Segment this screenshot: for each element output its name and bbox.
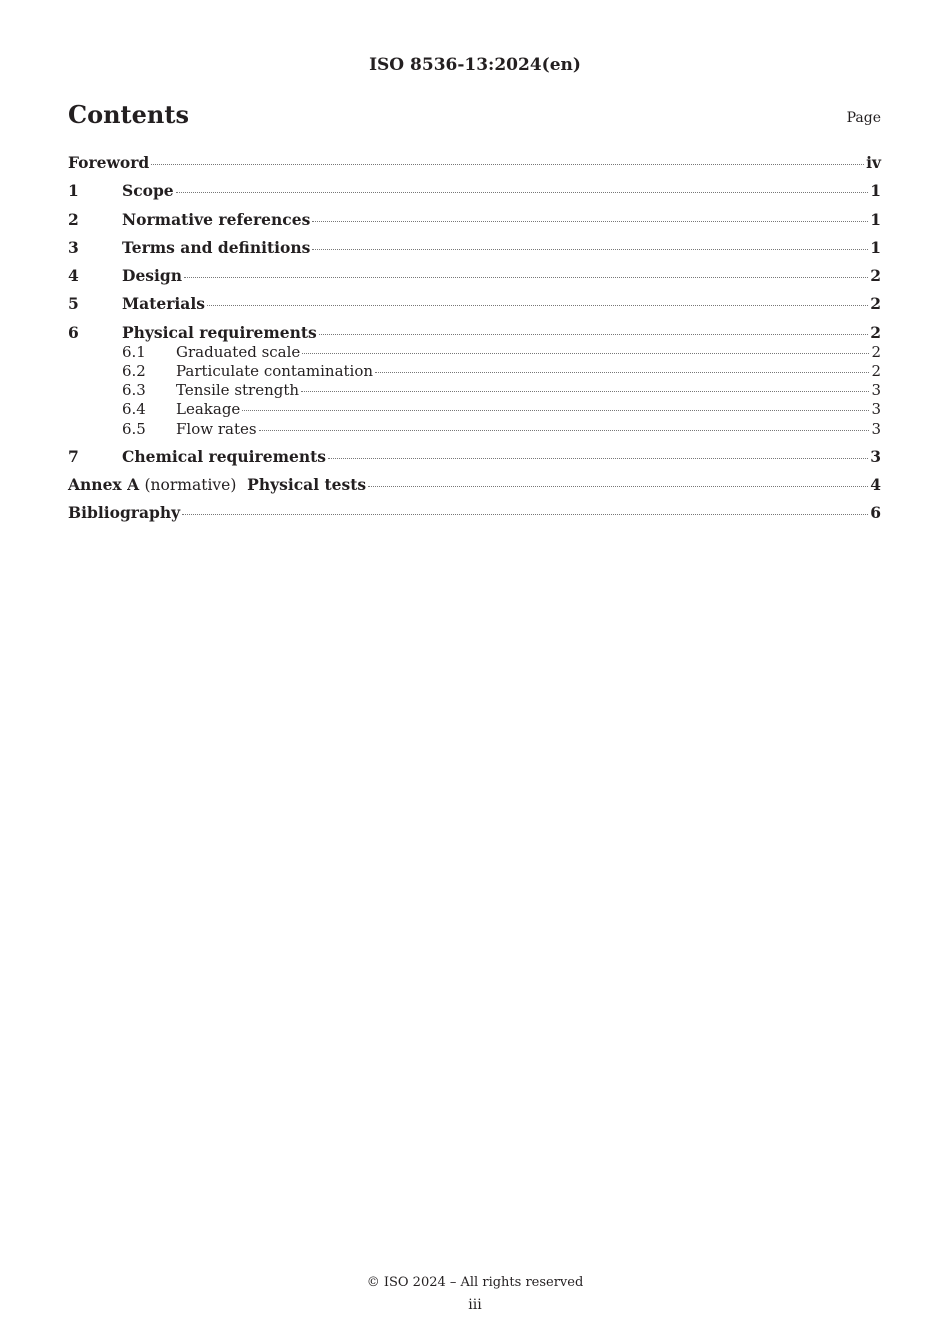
- dot-leader: [242, 410, 869, 411]
- page-column-label: Page: [846, 110, 881, 126]
- toc-entry-title: Graduated scale: [176, 342, 301, 361]
- dot-leader: [151, 164, 864, 165]
- toc-entry-title: Flow rates: [176, 419, 257, 438]
- toc-entry-page: 3: [870, 446, 881, 466]
- toc-entry-foreword[interactable]: [68, 153, 881, 181]
- toc-entry-number: 6.1: [122, 342, 146, 361]
- toc-entry-clause-3[interactable]: [68, 238, 881, 266]
- table-of-contents: [68, 153, 881, 532]
- toc-entry-subclause-6-3[interactable]: [68, 381, 881, 400]
- annex-label: Annex A: [68, 475, 140, 495]
- toc-entry-page: 1: [870, 237, 881, 257]
- toc-entry-page: 3: [871, 381, 881, 400]
- toc-entry-page: 6: [870, 503, 881, 523]
- toc-entry-title: Scope: [122, 181, 174, 201]
- dot-leader: [184, 277, 868, 278]
- toc-entry-page: 4: [870, 475, 881, 495]
- toc-entry-number: 4: [68, 266, 79, 286]
- toc-entry-page: 2: [870, 266, 881, 286]
- toc-entry-title: Tensile strength: [176, 381, 300, 400]
- contents-title: Contents: [68, 100, 189, 129]
- toc-entry-page: 2: [870, 322, 881, 342]
- dot-leader: [176, 192, 869, 193]
- toc-entry-page: 2: [870, 294, 881, 314]
- toc-entry-number: 1: [68, 181, 79, 201]
- toc-entry-number: 2: [68, 209, 79, 229]
- dot-leader: [302, 353, 869, 354]
- toc-entry-page: iv: [866, 153, 881, 172]
- toc-entry-title: Chemical requirements: [122, 446, 326, 466]
- dot-leader: [368, 486, 868, 487]
- toc-entry-clause-5[interactable]: [68, 294, 881, 322]
- toc-entry-title: Foreword: [68, 153, 150, 172]
- dot-leader: [312, 221, 868, 222]
- toc-entry-clause-2[interactable]: [68, 210, 881, 238]
- toc-entry-title: Particulate contamination: [176, 361, 374, 380]
- toc-entry-title: Terms and definitions: [122, 237, 311, 257]
- document-id-header: ISO 8536-13:2024(en): [369, 55, 581, 75]
- toc-entry-title: [68, 475, 366, 494]
- dot-leader: [328, 458, 868, 459]
- dot-leader: [301, 391, 869, 392]
- dot-leader: [312, 249, 868, 250]
- dot-leader: [207, 305, 868, 306]
- toc-entry-subclause-6-5[interactable]: [68, 420, 881, 439]
- toc-entry-clause-7[interactable]: [68, 447, 881, 475]
- toc-entry-page: 1: [870, 209, 881, 229]
- toc-entry-page: 2: [871, 361, 881, 380]
- toc-entry-number: 6.2: [122, 361, 146, 380]
- toc-entry-annex-a[interactable]: [68, 475, 881, 503]
- toc-entry-title: Physical requirements: [122, 322, 317, 342]
- dot-leader: [259, 430, 870, 431]
- page-number: iii: [468, 1297, 482, 1313]
- annex-type: (normative): [144, 476, 237, 495]
- toc-entry-number: 6.3: [122, 381, 146, 400]
- toc-entry-title: Normative references: [122, 209, 311, 229]
- toc-entry-number: 5: [68, 294, 79, 314]
- toc-entry-number: 6: [68, 322, 79, 342]
- toc-entry-title: Leakage: [176, 400, 241, 419]
- toc-entry-title: Design: [122, 266, 183, 286]
- annex-title: Physical tests: [247, 475, 367, 495]
- toc-entry-clause-1[interactable]: [68, 181, 881, 209]
- toc-entry-page: 3: [871, 400, 881, 419]
- toc-entry-number: 6.5: [122, 419, 146, 438]
- toc-entry-page: 3: [871, 419, 881, 438]
- toc-entry-subclause-6-1[interactable]: [68, 343, 881, 362]
- dot-leader: [375, 372, 869, 373]
- toc-entry-clause-6[interactable]: [68, 323, 881, 343]
- toc-entry-number: 7: [68, 446, 79, 466]
- dot-leader: [182, 514, 868, 515]
- dot-leader: [319, 334, 868, 335]
- copyright-notice: © ISO 2024 – All rights reserved: [366, 1275, 584, 1290]
- toc-entry-page: 1: [870, 181, 881, 201]
- toc-entry-title: Materials: [122, 294, 205, 314]
- toc-entry-title: Bibliography: [68, 503, 181, 523]
- toc-entry-number: 3: [68, 237, 79, 257]
- toc-entry-subclause-6-2[interactable]: [68, 362, 881, 381]
- toc-entry-subclause-6-4[interactable]: [68, 400, 881, 419]
- toc-entry-clause-4[interactable]: [68, 266, 881, 294]
- toc-entry-page: 2: [871, 342, 881, 361]
- toc-entry-number: 6.4: [122, 400, 146, 419]
- toc-entry-bibliography[interactable]: [68, 503, 881, 531]
